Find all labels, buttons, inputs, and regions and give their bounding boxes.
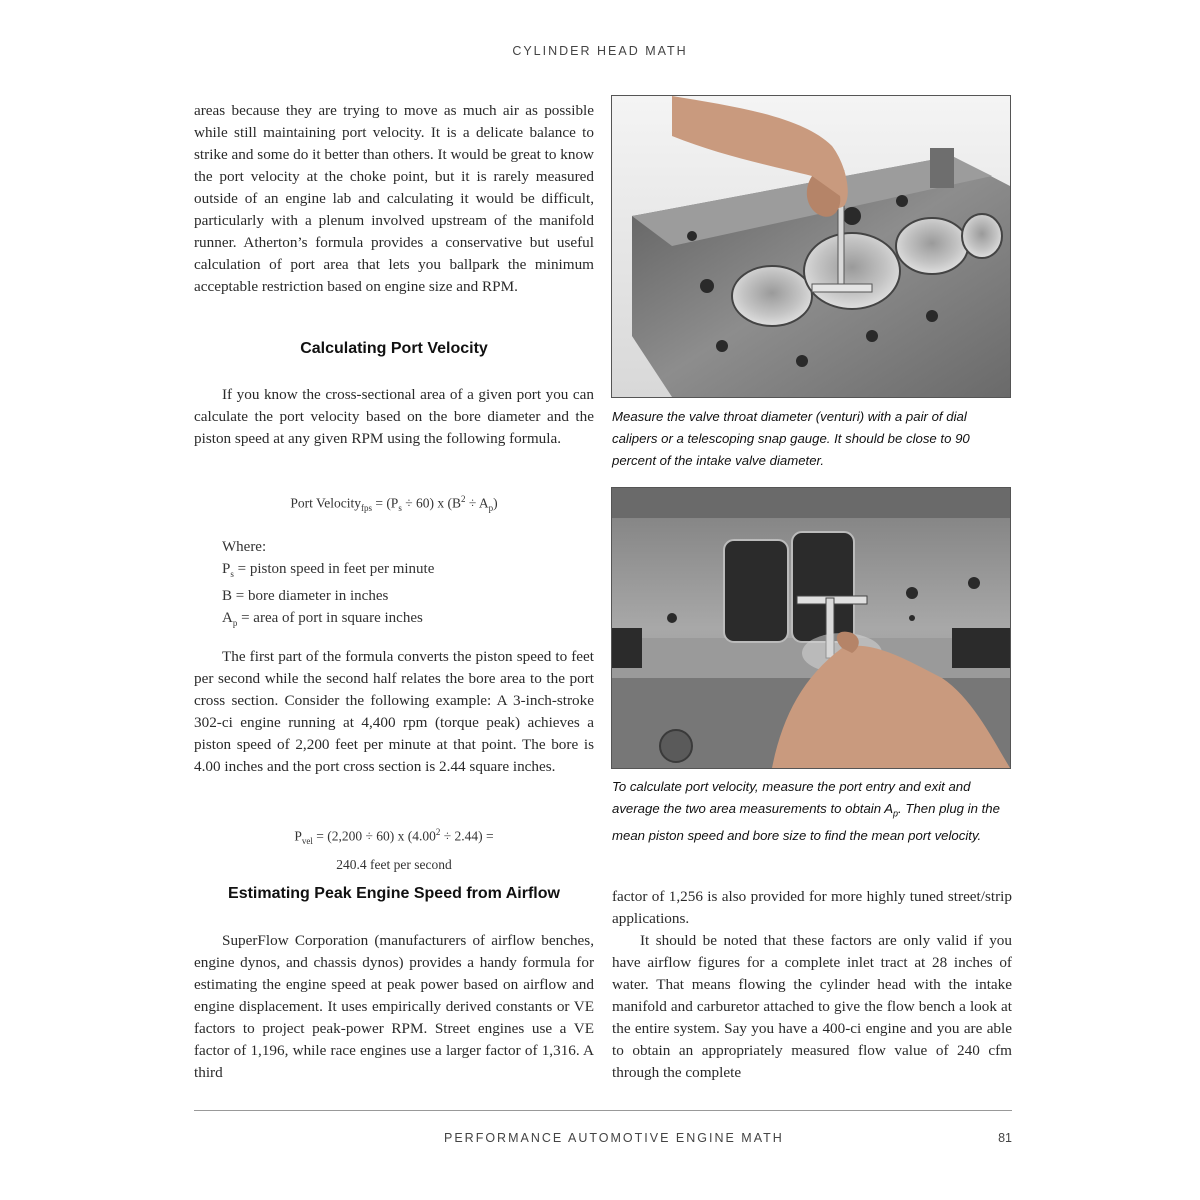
page-number: 81 <box>998 1131 1012 1145</box>
footer-book-title: PERFORMANCE AUTOMOTIVE ENGINE MATH <box>444 1131 784 1145</box>
where-label: Where: <box>222 539 267 555</box>
formula-sup: 2 <box>461 494 466 504</box>
caption-port-velocity-a: To calculate port velocity, measure the port entry and exit and average the two area measurements to obtain A <box>612 779 971 816</box>
formula-rest2: ÷ A <box>465 495 489 511</box>
heading-port-velocity: Calculating Port Velocity <box>300 340 488 357</box>
formula-mid: = (P <box>371 495 399 511</box>
formula-ps-sub: s <box>398 503 402 514</box>
formula-ex-p: P <box>294 828 302 844</box>
where-ap <box>222 607 594 634</box>
paragraph-note: It should be noted that these factors are only valid if you have airflow figures for a complete inlet tract at 28 inches of water. That means flowing the cylinder head with the intake manifold and carburetor attached to give the flow bench a look at the entire system. Say you have a 400-ci engine and you are able to obtain an appropriately measured flow value of 240 cfm through the complete <box>612 932 1012 1081</box>
where-ap-sub: p <box>232 618 238 628</box>
where-ps-sub: s <box>230 569 234 579</box>
formula-close: ) <box>493 495 498 511</box>
paragraph-factor: factor of 1,256 is also provided for more highly tuned street/strip applications. <box>612 888 1012 927</box>
formula-lhs-sub: fps <box>360 503 372 514</box>
photo-valve-throat-illustration <box>612 96 1010 397</box>
where-ps <box>222 558 594 585</box>
heading-peak-speed: Estimating Peak Engine Speed from Airflow <box>228 885 560 902</box>
formula-example-line1 <box>194 820 594 853</box>
where-ps-symbol: P <box>222 561 231 577</box>
formula-ex-p-sub: vel <box>301 836 313 847</box>
formula-ap-sub: p <box>488 503 494 514</box>
where-ap-symbol: A <box>222 610 233 626</box>
formula-port-velocity <box>194 494 594 513</box>
where-ps-text: = piston speed in feet per minute <box>233 561 435 577</box>
where-ap-text: = area of port in square inches <box>237 610 423 626</box>
footer-rule <box>194 1110 1012 1111</box>
photo-port-velocity <box>611 487 1011 769</box>
paragraph-intro: areas because they are trying to move as much air as possible while still maintaining port velocity. It is a delicate balance to strike and some do it better than others. It would be great to know the port velocity at the choke point, but it is rarely measured outside of an engine lab and calculating it would be difficult, particularly with a plenum involved upstream of the manifold runner. Atherton’s formula provides a conservative but useful calculation of port area that lets you ballpark the minimum acceptable restriction based on engine size and RPM. <box>194 102 594 295</box>
paragraph-superflow: SuperFlow Corporation (manufacturers of airflow benches, engine dynos, and chassis dynos) provides a handy formula for estimating the engine speed at peak power based on airflow and engine displacement. It uses empirically derived constants or VE factors to project peak-power RPM. Street engines use a VE factor of 1,196, while race engines use a larger factor of 1,316. A third <box>194 932 594 1081</box>
formula-lhs: Port Velocity <box>290 495 361 511</box>
photo-port-velocity-illustration <box>612 488 1010 768</box>
caption-valve-throat: Measure the valve throat diameter (venturi) with a pair of dial calipers or a telescoping snap gauge. It should be close to 90 percent of the intake valve diameter. <box>612 409 970 468</box>
paragraph-port-velocity: If you know the cross-sectional area of a given port you can calculate the port velocity based on the bore diameter and the piston speed at any given RPM using the following formula. <box>194 386 594 447</box>
formula-ex-sup: 2 <box>435 827 441 837</box>
formula-example <box>194 820 594 877</box>
paragraph-example: The first part of the formula converts the piston speed to feet per second while the second half relates the bore area to the port cross section. Consider the following example: A 3-inch-stroke 302-ci engine running at 4,400 rpm (torque peak) achieves a piston speed of 2,200 feet per minute at that point. The bore is 4.00 inches and the port cross section is 2.44 square inches. <box>194 648 594 775</box>
formula-ex-line1: = (2,200 ÷ 60) x (4.00 <box>312 828 436 844</box>
photo-valve-throat <box>611 95 1011 398</box>
caption-port-velocity <box>612 776 1012 847</box>
where-block <box>222 536 594 634</box>
formula-ex-line1b: ÷ 2.44) = <box>440 828 494 844</box>
caption-port-velocity-b: . Then plug in the mean piston speed and bore size to find the mean port velocity. <box>612 801 1000 843</box>
formula-example-line2: 240.4 feet per second <box>336 857 452 873</box>
caption-port-velocity-sub: p <box>893 808 899 819</box>
running-head: CYLINDER HEAD MATH <box>512 44 688 58</box>
where-b: B = bore diameter in inches <box>222 588 389 604</box>
formula-rest: ÷ 60) x (B <box>401 495 461 511</box>
